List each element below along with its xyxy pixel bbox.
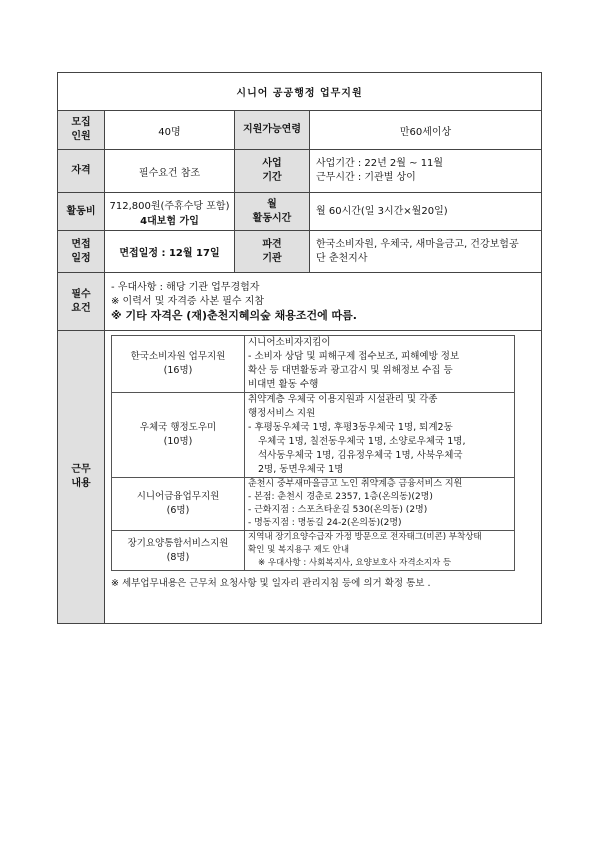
work-name: 우체국 행정도우미 (10명) bbox=[112, 393, 245, 478]
work-detail-table bbox=[111, 335, 515, 571]
interview-value: 면접일정 : 12월 17일 bbox=[105, 231, 235, 273]
period-value: 사업기간 : 22년 2월 ~ 11월 근무시간 : 기관별 상이 bbox=[310, 150, 542, 193]
pay-label: 활동비 bbox=[58, 193, 105, 231]
hours-label: 월 활동시간 bbox=[235, 193, 310, 231]
table-row bbox=[112, 531, 515, 571]
job-posting-table bbox=[57, 72, 542, 624]
recruit-label: 모집 인원 bbox=[58, 111, 105, 150]
work-name: 한국소비자원 업무지원 (16명) bbox=[112, 336, 245, 393]
work-desc: 시니어소비자지킴이 - 소비자 상담 및 피해구제 접수보조, 피해예방 정보 확산 등 대면활동과 광고감시 및 위해정보 수집 등 비대면 활동 수행 bbox=[245, 336, 515, 393]
table-row bbox=[112, 336, 515, 393]
work-name: 시니어금융업무지원 (6명) bbox=[112, 478, 245, 531]
agency-label: 파견 기관 bbox=[235, 231, 310, 273]
agency-value: 한국소비자원, 우체국, 새마을금고, 건강보험공 단 춘천지사 bbox=[310, 231, 542, 273]
page-title: 시니어 공공행정 업무지원 bbox=[58, 73, 542, 111]
table-row bbox=[112, 393, 515, 478]
work-name: 장기요양통합서비스지원 (8명) bbox=[112, 531, 245, 571]
qualification-value: 필수요건 참조 bbox=[105, 150, 235, 193]
recruit-value: 40명 bbox=[105, 111, 235, 150]
interview-label: 면접 일정 bbox=[58, 231, 105, 273]
age-value: 만60세이상 bbox=[310, 111, 542, 150]
work-content bbox=[105, 331, 542, 624]
period-label: 사업 기간 bbox=[235, 150, 310, 193]
qualification-label: 자격 bbox=[58, 150, 105, 193]
required-value: - 우대사항 : 해당 기관 업무경험자 ※ 이력서 및 자격증 사본 필수 지참 ※ 기타 자격은 (재)춘천지혜의숲 채용조건에 따름. bbox=[105, 273, 542, 331]
pay-value: 712,800원(주휴수당 포함) 4대보험 가입 bbox=[105, 193, 235, 231]
work-desc: 지역내 장기요양수급자 가정 방문으로 전자태그(비콘) 부착상태 확인 및 복지용구 제도 안내 ※ 우대사항 : 사회복지사, 요양보호사 자격소지자 등 bbox=[245, 531, 515, 571]
required-label: 필수 요건 bbox=[58, 273, 105, 331]
work-label: 근무 내용 bbox=[58, 331, 105, 624]
age-label: 지원가능연령 bbox=[235, 111, 310, 150]
hours-value: 월 60시간(일 3시간×월20일) bbox=[310, 193, 542, 231]
work-note: ※ 세부업무내용은 근무처 요청사항 및 일자리 관리지침 등에 의거 확정 통보 . bbox=[111, 578, 431, 589]
work-desc: 춘천시 중부새마을금고 노인 취약계층 금융서비스 지원 - 본점: 춘천시 경춘로 2357, 1층(온의동)(2명) - 근화지점 : 스포츠타운길 530(온의동) (2명) - 명동지점 : 명동길 24-2(온의동)(2명) bbox=[245, 478, 515, 531]
work-desc: 취약계층 우체국 이용지원과 시설관리 및 각종 행정서비스 지원 - 후평동우체국 1명, 후평3동우체국 1명, 퇴계2동 우체국 1명, 칠전동우체국 1명, 소양로우체국 1명, 석사동우체국 1명, 김유정우체국 1명, 사북우체국 2명, 동면우체국 1명 bbox=[245, 393, 515, 478]
table-row bbox=[112, 478, 515, 531]
